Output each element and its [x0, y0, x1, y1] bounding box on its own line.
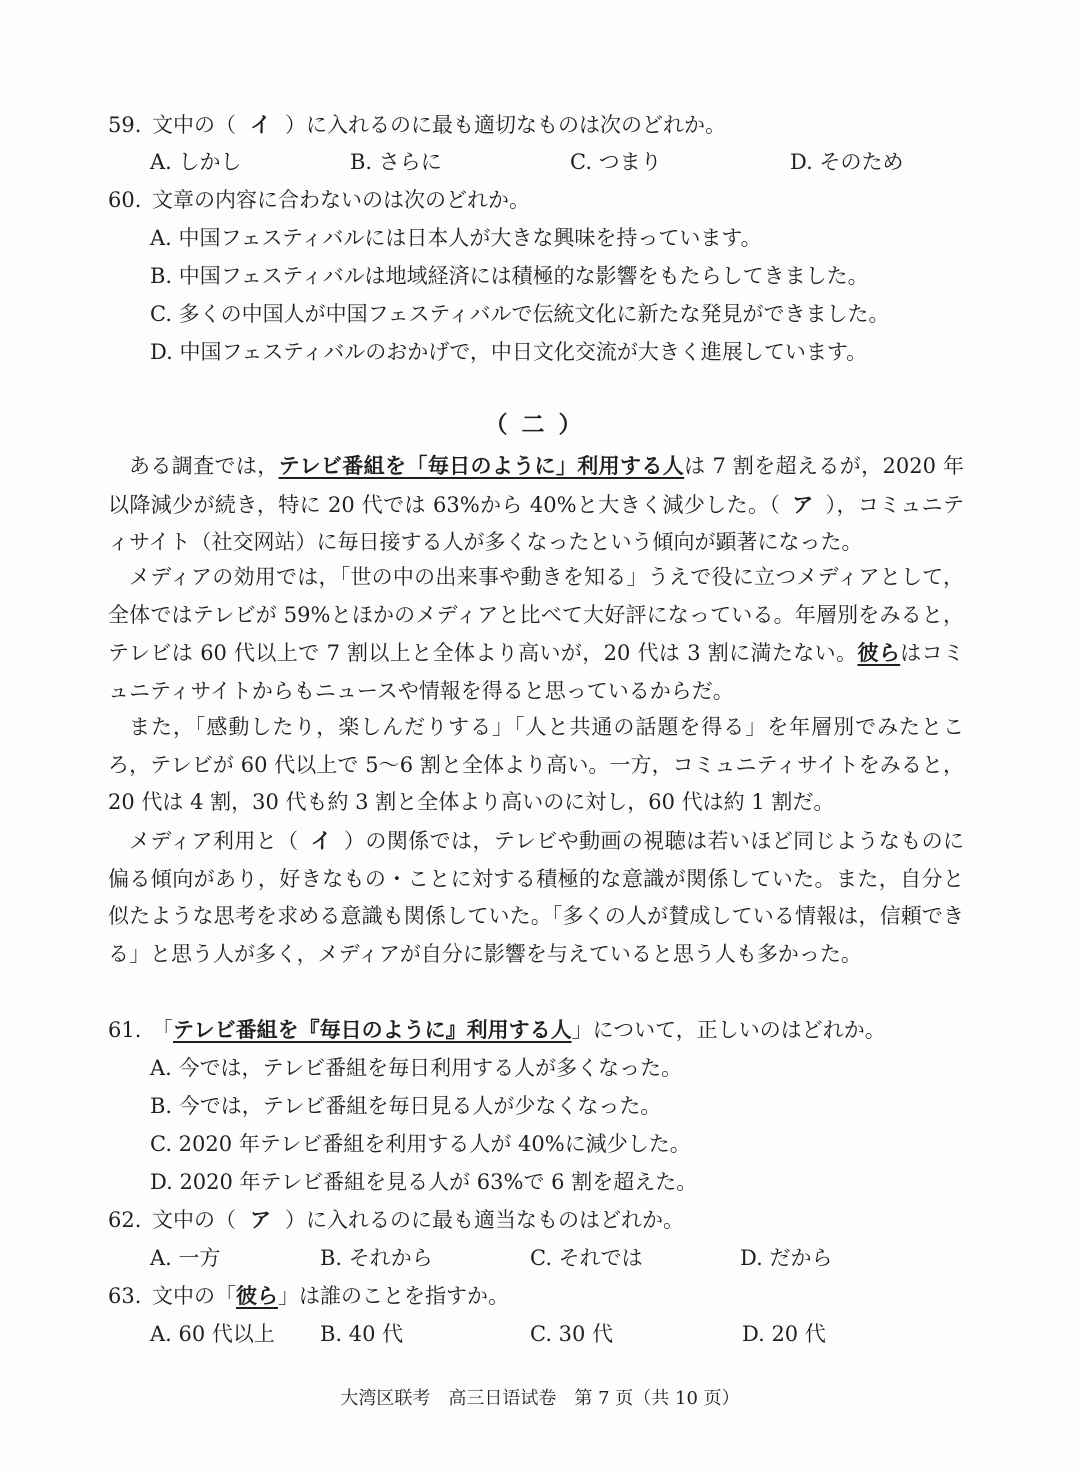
- option-c[interactable]: C. 30 代: [530, 1322, 614, 1346]
- question-text: ）に入れるのに最も適切なものは次のどれか。: [285, 113, 726, 137]
- option-d[interactable]: D. そのため: [790, 150, 904, 174]
- option-a[interactable]: A. 一方: [150, 1246, 221, 1270]
- question-text: ）に入れるのに最も適当なものはどれか。: [285, 1208, 684, 1232]
- passage-paragraph-2: [108, 559, 964, 710]
- question-60: [108, 185, 530, 215]
- option-c[interactable]: C. それでは: [530, 1246, 643, 1270]
- underlined-phrase: 彼ら: [236, 1283, 278, 1308]
- question-number: 62.: [108, 1208, 142, 1232]
- option-d[interactable]: D. 2020 年テレビ番組を見る人が 63%で 6 割を超えた。: [150, 1170, 698, 1194]
- question-61: [108, 1015, 886, 1045]
- option-a[interactable]: A. 今では，テレビ番組を毎日利用する人が多くなった。: [150, 1056, 683, 1080]
- text-span: はコミュニティサイトからもニュースや情報を得ると思っているからだ。: [108, 641, 964, 703]
- text-span: ），コミュニティサイト（社交网站）に毎日接する人が多くなったという傾向が顕著になった。: [108, 492, 965, 554]
- question-text: 文章の内容に合わないのは次のどれか。: [152, 188, 530, 212]
- option-d[interactable]: D. だから: [740, 1246, 833, 1270]
- text-span: メディア利用と（: [129, 829, 299, 853]
- passage-paragraph-1: [108, 447, 964, 562]
- question-number: 61.: [108, 1018, 142, 1042]
- option-d[interactable]: D. 20 代: [742, 1322, 826, 1346]
- section-heading: （二）: [484, 411, 596, 438]
- option-c[interactable]: C. 多くの中国人が中国フェスティバルで伝統文化に新たな発見ができました。: [150, 302, 890, 326]
- question-number: 63.: [108, 1284, 142, 1308]
- page-footer: 大湾区联考 高三日语试卷 第 7 页（共 10 页）: [340, 1388, 740, 1409]
- question-text: 」は誰のことを指すか。: [278, 1284, 509, 1308]
- blank-label: ア: [250, 1207, 271, 1232]
- option-d[interactable]: D. 中国フェスティバルのおかげで，中日文化交流が大きく進展しています。: [150, 340, 868, 364]
- underlined-phrase: 彼ら: [857, 640, 901, 665]
- underlined-phrase: テレビ番組を「毎日のように」利用する人: [278, 453, 685, 478]
- option-c[interactable]: C. つまり: [570, 150, 662, 174]
- passage-paragraph-3: また，「感動したり，楽しんだりする」「人と共通の話題を得る」を年層別でみたところ，テレビが 60 代以上で 5～6 割と全体より高い。一方，コミュニティサイトをみると，20 代は 4 割，30 代も約 3 割と全体より高いのに対し，60 代は約 1 割だ。: [108, 715, 964, 814]
- question-text: 」について，正しいのはどれか。: [571, 1018, 886, 1042]
- text-span: は 7 割を超えるが，2020 年以降減少が続き，特に 20 代では 63%から 40%と大きく減少した。（: [108, 454, 964, 517]
- option-a[interactable]: A. しかし: [150, 150, 242, 174]
- passage-paragraph-4: [108, 822, 964, 973]
- question-number: 60.: [108, 188, 142, 212]
- option-a[interactable]: A. 中国フェスティバルには日本人が大きな興味を持っています。: [150, 226, 762, 250]
- option-c[interactable]: C. 2020 年テレビ番組を利用する人が 40%に減少した。: [150, 1132, 691, 1156]
- blank-label: ア: [792, 491, 814, 517]
- question-59: [108, 110, 726, 140]
- question-text: 文中の「: [152, 1284, 236, 1308]
- question-62: [108, 1205, 684, 1235]
- text-span: ある調査では，: [129, 454, 279, 478]
- text-span: ）の関係では，テレビや動画の視聴は若いほど同じようなものに偏る傾向があり，好きなもの・ことに対する積極的な意識が関係していた。また，自分と似たような思考を求める意識も関係していた。「多くの人が賛成している情報は，信頼できる」と思う人が多く，メディアが自分に影響を与えていると思う人も多かった。: [108, 829, 965, 966]
- question-63: [108, 1281, 509, 1311]
- option-b[interactable]: B. さらに: [350, 150, 442, 174]
- underlined-phrase: テレビ番組を『毎日のように』利用する人: [173, 1017, 572, 1042]
- option-b[interactable]: B. 40 代: [320, 1322, 404, 1346]
- option-b[interactable]: B. それから: [320, 1246, 433, 1270]
- blank-label: イ: [250, 112, 271, 137]
- question-text: 文中の（: [152, 1208, 236, 1232]
- option-b[interactable]: B. 中国フェスティバルは地域経済には積極的な影響をもたらしてきました。: [150, 264, 869, 288]
- text-span: メディアの効用では，「世の中の出来事や動きを知る」うえで役に立つメディアとして，全体ではテレビが 59%とほかのメディアと比べて大好評になっている。年層別をみると，テレビは 60 代以上で 7 割以上と全体より高いが，20 代は 3 割に満たない。: [108, 565, 964, 665]
- option-a[interactable]: A. 60 代以上: [150, 1322, 275, 1346]
- question-text: 「: [152, 1018, 173, 1042]
- question-text: 文中の（: [152, 113, 236, 137]
- option-b[interactable]: B. 今では，テレビ番組を毎日見る人が少なくなった。: [150, 1094, 662, 1118]
- question-number: 59.: [108, 113, 142, 137]
- blank-label: イ: [310, 828, 333, 853]
